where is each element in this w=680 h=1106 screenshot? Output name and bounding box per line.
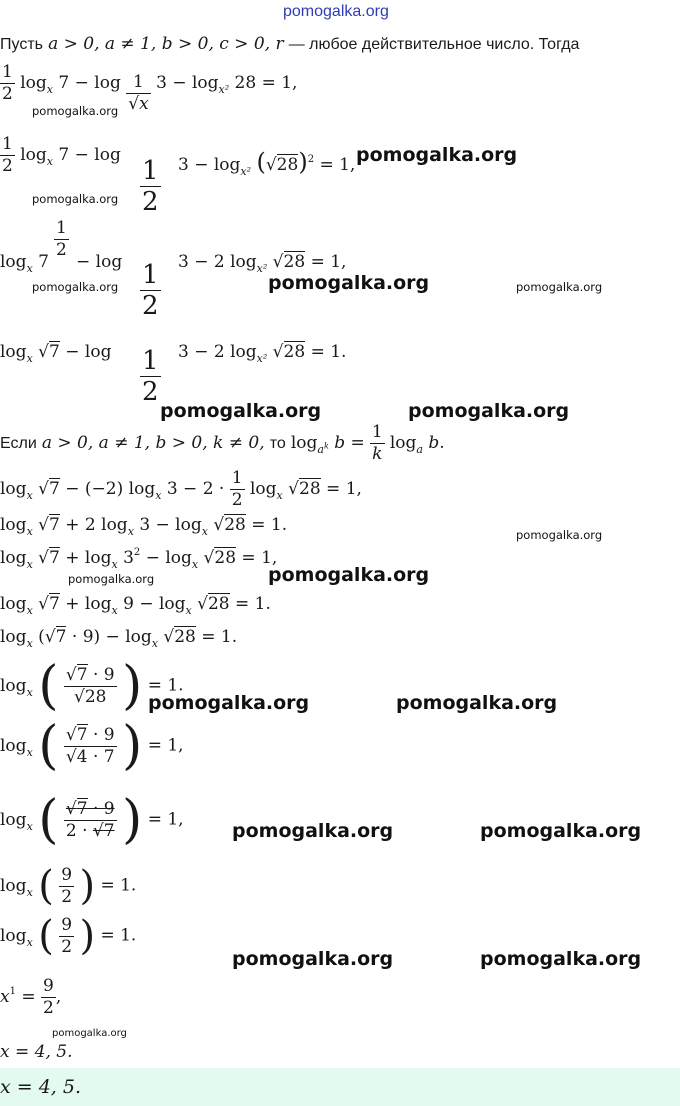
watermark: pomogalka.org [232,820,394,842]
intro-line [0,34,579,54]
step-5-text: − (−2) log [65,479,156,499]
step-9: $\log_x (√7 \cdot 9) - \log_x √28 = 1$. [0,627,238,650]
step-2-text-d: = 1, [319,155,356,175]
watermark: pomogalka.org [160,400,322,422]
log-text: log [20,73,47,93]
watermark: pomogalka.org [516,528,603,542]
intro-suffix: — любое действительное число. Тогда [288,36,580,53]
fraction-half: $\frac{1}{2}$ [2,62,13,104]
equation-4-rhs: = 1. [100,875,137,896]
watermark: pomogalka.org [516,280,603,294]
step-2-text-c: 3 − log [178,155,241,175]
equation-5-rhs: = 1. [100,925,137,946]
step-9-text: · 9) − log [71,627,152,647]
watermark: pomogalka.org [232,948,394,970]
equation-2-rhs: = 1, [147,735,184,756]
step-1-text-c: 3 − log [156,73,219,93]
step-6-text-c: = 1. [251,515,288,535]
power-eq-sign: = [21,987,36,1007]
step-7-text-b: − log [145,548,192,568]
step-3: $\log_x 7$ [0,252,50,275]
step-9-text-b: = 1. [201,627,238,647]
watermark: pomogalka.org [408,400,570,422]
watermark: pomogalka.org [52,1028,127,1039]
equation-4: $\log_x$ ( $\frac{9}{2}$ ) = 1. [0,863,137,909]
step-5: $\log_x √7 - (-2)$ $\log_x 3 - 2$ · $\frac{1}{2}$ $\log_x √28 = 1$, [0,468,362,510]
fraction-half: $\frac{1}{2}$ [2,134,13,176]
step-3-text-d: = 1, [310,252,347,272]
site-header-link[interactable]: pomogalka.org [283,3,389,20]
step-6-text-b: 3 − log [139,515,202,535]
rule-log: log [290,433,318,453]
step-5-text-c: = 1, [326,479,362,499]
equation-5: $\log_x$ ( $\frac{9}{2}$ ) = 1. [0,913,137,959]
step-3-rest: 3 − 2 $\log_{x^2} √28 = 1$, [178,252,347,275]
power-base: x [0,987,10,1007]
step-4: $\log_x √7 - \log$ [0,342,112,365]
step-3-fraction: $\frac{1}{2}$ [142,260,159,321]
step-2-fraction: $\frac{1}{2}$ [142,156,159,217]
step-3-log: log [0,252,27,272]
step-2-text-b: 7 − log [58,145,121,165]
watermark: pomogalka.org [268,564,430,586]
rule-conditions: a > 0, a ≠ 1, b > 0, k ≠ 0, [41,433,265,453]
step-4-text-b: − log [65,342,112,362]
intro-prefix: Пусть [0,36,43,53]
step-5-text-b: 3 − 2 · [166,479,225,499]
step-1-text-b: 7 − log [58,73,121,93]
step-4-text-c: 3 − 2 log [178,342,257,362]
watermark: pomogalka.org [68,572,155,586]
step-3-text-c: 3 − 2 log [178,252,257,272]
watermark: pomogalka.org [268,272,430,294]
solution-line: x = 4, 5. [0,1042,73,1062]
rule-fraction: $\frac{1}{k}$ [371,422,383,464]
watermark: pomogalka.org [356,144,518,166]
step-3-text-b: − log [76,252,123,272]
step-3-exp: $\frac{1}{2}$ [56,218,67,260]
rule-prefix: Если [0,435,37,452]
watermark: pomogalka.org [480,948,642,970]
step-2: $\frac{1}{2}$ $\log_x 7 - \log$ [2,134,121,176]
watermark: pomogalka.org [396,692,558,714]
watermark: pomogalka.org [32,280,119,294]
watermark: pomogalka.org [32,192,119,206]
step-8-text-c: = 1. [235,594,271,614]
watermark: pomogalka.org [32,104,119,118]
step-4-rest: 3 − 2 $\log_{x^2} √28 = 1$. [178,342,347,365]
watermark: pomogalka.org [148,692,310,714]
step-6-text: + 2 log [65,515,128,535]
step-3-mid [76,254,122,271]
watermark: pomogalka.org [480,820,642,842]
step-4-fraction: $\frac{1}{2}$ [142,346,159,407]
equation-3: $\log_x$ ( $\frac{√7 \cdot 9}{2 \cdot √7}$ ) = 1, [0,790,184,850]
equation-1: $\log_x$ ( $\frac{√7 \cdot 9}{√28}$ ) = 1. [0,656,184,716]
power-equation: $x^1$ = $\frac{9}{2}$ , [0,976,62,1018]
rule-mid: то [269,435,286,452]
step-1: $\frac{1}{2}$ $\log_x 7 - \log$ $\frac{1}{√x}$ $3 - \log_{x^2} 28 = 1$, [2,62,298,114]
step-6: $\log_x √7 + 2$ $\log_x 3 - \log_x √28 = 1$. [0,515,288,538]
intro-conditions: a > 0, a ≠ 1, b > 0, c > 0, r [48,34,284,54]
answer-box [0,1068,680,1106]
rule-line: Если a > 0, a ≠ 1, b > 0, k ≠ 0, то $\log_{a^k} b$ = $\frac{1}{k}$ $\log_a b$. [0,422,445,464]
step-8: $\log_x √7 + \log_x 9 - \log_x √28 = 1$. [0,594,271,617]
step-4-log: log [0,342,27,362]
step-8-text-b: 9 − log [123,594,186,614]
step-7-text: + log [65,548,112,568]
step-4-text-d: = 1. [310,342,347,362]
answer-text: x = 4, 5. [0,1076,82,1098]
equation-1-rhs: = 1. [147,675,184,696]
equation-2: $\log_x$ ( $\frac{√7 \cdot 9}{√4 \cdot 7}$ ) = 1, [0,716,184,776]
step-8-text: + log [65,594,112,614]
step-7: $\log_x √7 + \log_x 3^2 - \log_x √28 = 1$, [0,547,278,571]
fraction-inv-sqrt-x: $\frac{1}{√x}$ [128,72,149,114]
step-1-text-d: 28 = 1, [234,73,298,93]
step-7-text-c: = 1, [241,548,278,568]
equation-3-rhs: = 1, [147,809,184,830]
step-2-rest: $3 - \log_{x^2} (√28)^2 = 1$, [178,148,356,178]
